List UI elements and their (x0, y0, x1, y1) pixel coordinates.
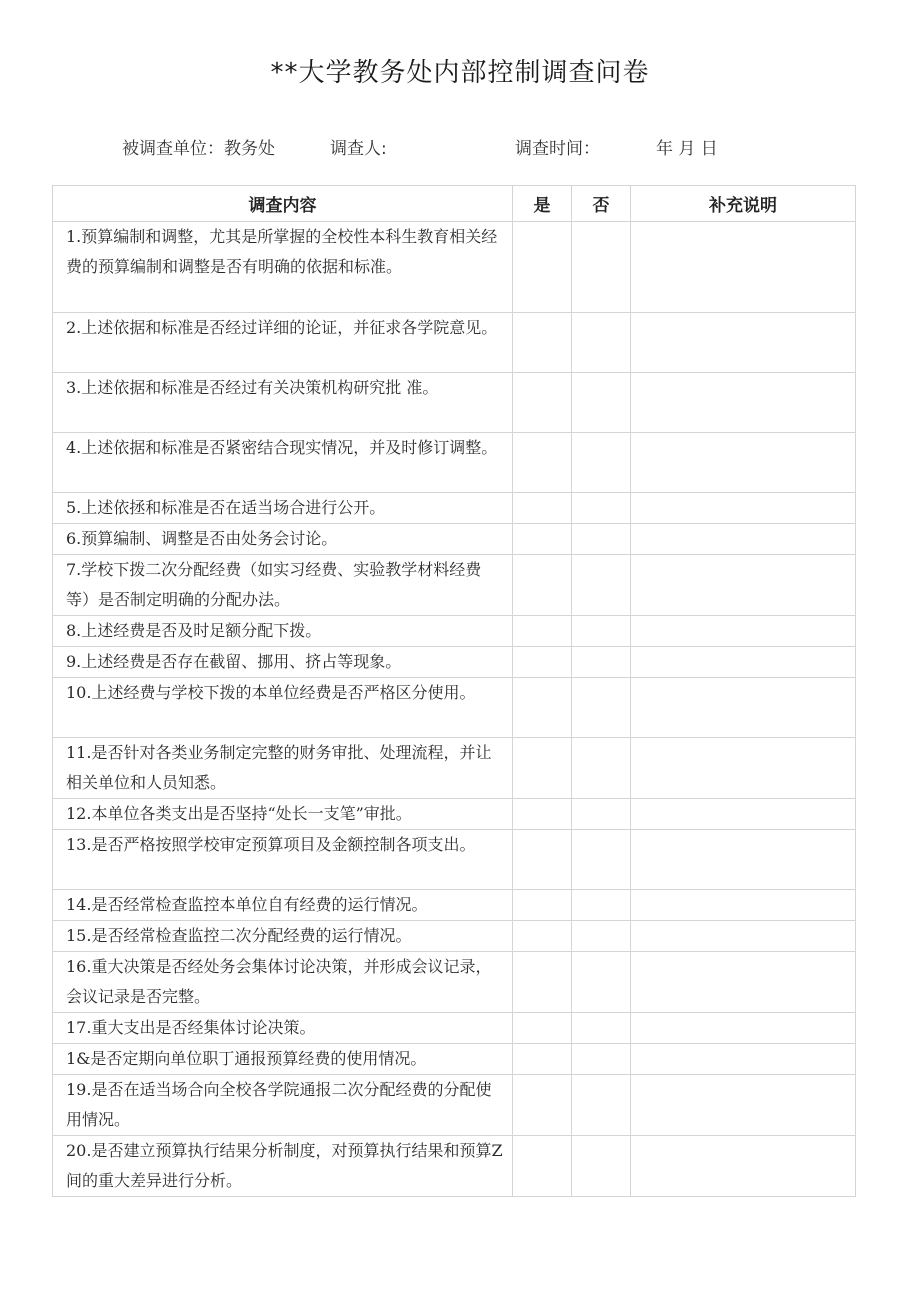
table-row (53, 555, 856, 616)
table-row (53, 647, 856, 678)
answer-yes-cell[interactable] (513, 433, 572, 493)
question-text: 9.上述经费是否存在截留、挪用、挤占等现象。 (53, 647, 513, 678)
table-row (53, 1075, 856, 1136)
answer-yes-cell[interactable] (513, 373, 572, 433)
answer-no-cell[interactable] (572, 555, 631, 616)
answer-yes-cell[interactable] (513, 678, 572, 738)
remark-cell[interactable] (631, 1075, 856, 1136)
remark-cell[interactable] (631, 1013, 856, 1044)
answer-no-cell[interactable] (572, 952, 631, 1013)
answer-yes-cell[interactable] (513, 493, 572, 524)
answer-no-cell[interactable] (572, 1136, 631, 1197)
answer-no-cell[interactable] (572, 616, 631, 647)
answer-yes-cell[interactable] (513, 616, 572, 647)
remark-cell[interactable] (631, 222, 856, 313)
answer-no-cell[interactable] (572, 1075, 631, 1136)
table-row (53, 678, 856, 738)
question-text: 20.是否建立预算执行结果分析制度，对预算执行结果和预算Z间的重大差异进行分析。 (53, 1136, 513, 1197)
answer-no-cell[interactable] (572, 433, 631, 493)
remark-cell[interactable] (631, 799, 856, 830)
question-text: 4.上述依据和标准是否紧密结合现实情况，并及时修订调整。 (53, 433, 513, 493)
answer-no-cell[interactable] (572, 921, 631, 952)
survey-time-label: 调查时间： (515, 139, 600, 159)
question-text: 19.是否在适当场合向全校各学院通报二次分配经费的分配使用情况。 (53, 1075, 513, 1136)
remark-cell[interactable] (631, 890, 856, 921)
table-row (53, 524, 856, 555)
table-row (53, 799, 856, 830)
document-title: **大学教务处内部控制调查问卷 (270, 58, 650, 88)
answer-yes-cell[interactable] (513, 1136, 572, 1197)
table-row (53, 222, 856, 313)
question-text: 10.上述经费与学校下拨的本单位经费是否严格区分使用。 (53, 678, 513, 738)
table-row (53, 738, 856, 799)
answer-no-cell[interactable] (572, 1013, 631, 1044)
answer-no-cell[interactable] (572, 738, 631, 799)
answer-no-cell[interactable] (572, 647, 631, 678)
remark-cell[interactable] (631, 952, 856, 1013)
answer-no-cell[interactable] (572, 222, 631, 313)
surveyed-unit-label: 被调查单位：教务处 (122, 139, 275, 159)
header-content: 调查内容 (53, 186, 513, 222)
question-text: 6.预算编制、调整是否由处务会讨论。 (53, 524, 513, 555)
answer-yes-cell[interactable] (513, 830, 572, 890)
table-row (53, 1013, 856, 1044)
answer-yes-cell[interactable] (513, 647, 572, 678)
question-text: 11.是否针对各类业务制定完整的财务审批、处理流程，并让相关单位和人员知悉。 (53, 738, 513, 799)
question-text: 14.是否经常检查监控本单位自有经费的运行情况。 (53, 890, 513, 921)
answer-yes-cell[interactable] (513, 1013, 572, 1044)
remark-cell[interactable] (631, 524, 856, 555)
table-row (53, 313, 856, 373)
remark-cell[interactable] (631, 678, 856, 738)
remark-cell[interactable] (631, 1044, 856, 1075)
remark-cell[interactable] (631, 313, 856, 373)
survey-table (52, 185, 856, 1197)
answer-no-cell[interactable] (572, 493, 631, 524)
table-row (53, 1044, 856, 1075)
answer-no-cell[interactable] (572, 313, 631, 373)
table-row (53, 616, 856, 647)
remark-cell[interactable] (631, 433, 856, 493)
table-row (53, 373, 856, 433)
question-text: 17.重大支出是否经集体讨论决策。 (53, 1013, 513, 1044)
remark-cell[interactable] (631, 647, 856, 678)
question-text: 12.本单位各类支出是否坚持“处长一支笔”审批。 (53, 799, 513, 830)
remark-cell[interactable] (631, 493, 856, 524)
table-row (53, 433, 856, 493)
answer-yes-cell[interactable] (513, 921, 572, 952)
table-header-row (53, 186, 856, 222)
header-no: 否 (572, 186, 631, 222)
question-text: 8.上述经费是否及时足额分配下拨。 (53, 616, 513, 647)
table-row (53, 830, 856, 890)
answer-yes-cell[interactable] (513, 1075, 572, 1136)
table-row (53, 493, 856, 524)
answer-no-cell[interactable] (572, 524, 631, 555)
answer-no-cell[interactable] (572, 678, 631, 738)
answer-yes-cell[interactable] (513, 952, 572, 1013)
remark-cell[interactable] (631, 555, 856, 616)
answer-yes-cell[interactable] (513, 799, 572, 830)
remark-cell[interactable] (631, 616, 856, 647)
answer-no-cell[interactable] (572, 799, 631, 830)
table-row (53, 890, 856, 921)
header-yes: 是 (513, 186, 572, 222)
question-text: 3.上述依据和标准是否经过有关决策机构研究批 准。 (53, 373, 513, 433)
table-row (53, 952, 856, 1013)
answer-no-cell[interactable] (572, 1044, 631, 1075)
answer-yes-cell[interactable] (513, 738, 572, 799)
table-row (53, 1136, 856, 1197)
question-text: 13.是否严格按照学校审定预算项目及金额控制各项支出。 (53, 830, 513, 890)
question-text: 16.重大决策是否经处务会集体讨论决策，并形成会议记录，会议记录是否完整。 (53, 952, 513, 1013)
table-row (53, 921, 856, 952)
answer-yes-cell[interactable] (513, 555, 572, 616)
question-text: 7.学校下拨二次分配经费（如实习经费、实验教学材料经费等）是否制定明确的分配办法。 (53, 555, 513, 616)
remark-cell[interactable] (631, 738, 856, 799)
remark-cell[interactable] (631, 1136, 856, 1197)
remark-cell[interactable] (631, 830, 856, 890)
header-note: 补充说明 (631, 186, 856, 222)
question-text: 1.预算编制和调整，尤其是所掌握的全校性本科生教育相关经费的预算编制和调整是否有明确的依据和标准。 (53, 222, 513, 313)
answer-no-cell[interactable] (572, 890, 631, 921)
answer-no-cell[interactable] (572, 830, 631, 890)
question-text: 5.上述依拯和标准是否在适当场合进行公开。 (53, 493, 513, 524)
remark-cell[interactable] (631, 373, 856, 433)
surveyor-label: 调查人: (330, 139, 387, 159)
remark-cell[interactable] (631, 921, 856, 952)
survey-date-placeholder: 年 月 日 (656, 139, 718, 159)
answer-no-cell[interactable] (572, 373, 631, 433)
answer-yes-cell[interactable] (513, 1044, 572, 1075)
answer-yes-cell[interactable] (513, 524, 572, 555)
table-body (53, 222, 856, 1197)
answer-yes-cell[interactable] (513, 313, 572, 373)
question-text: 1&是否定期向单位职丁通报预算经费的使用情况。 (53, 1044, 513, 1075)
answer-yes-cell[interactable] (513, 890, 572, 921)
question-text: 2.上述依据和标准是否经过详细的论证，并征求各学院意见。 (53, 313, 513, 373)
answer-yes-cell[interactable] (513, 222, 572, 313)
question-text: 15.是否经常检查监控二次分配经费的运行情况。 (53, 921, 513, 952)
